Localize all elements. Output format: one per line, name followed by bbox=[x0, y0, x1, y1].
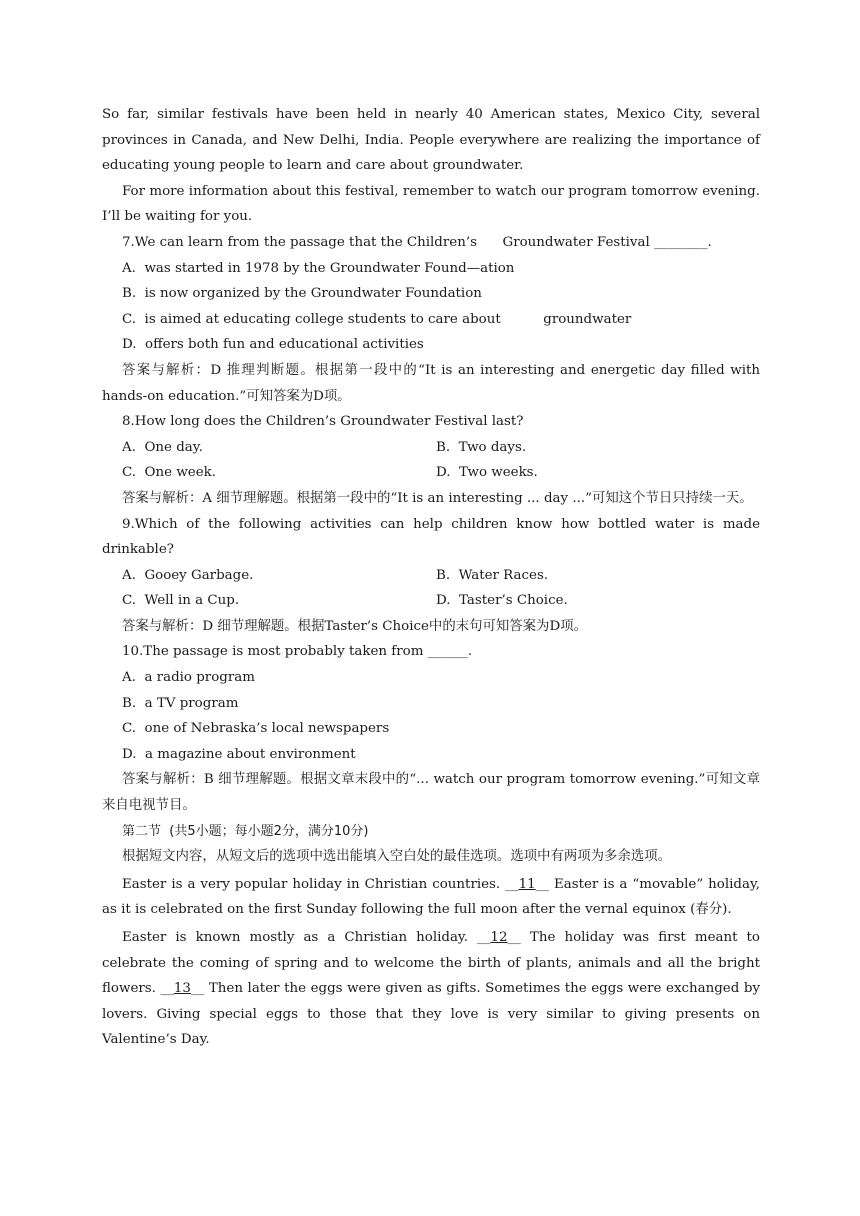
passage-p2-text-b: __ The holiday was first meant to celebrate the coming of spring and to welcome the birth of plants, animals and all the bright flowers. __ bbox=[102, 930, 760, 997]
intro-paragraph-2: For more information about this festival, remember to watch our program tomorrow evening. I’ll be waiting for you. bbox=[102, 183, 760, 225]
passage-p2-text-a: Easter is known mostly as a Christian holiday. __ bbox=[122, 930, 491, 945]
q8-option-b: B. Two days. bbox=[436, 439, 527, 455]
q9-option-c: C. Well in a Cup. bbox=[122, 593, 240, 609]
passage-p2-text-c: __ Then later the eggs were given as gifts. Sometimes the eggs were exchanged by lovers. Giving special eggs to those that they love is very similar to giving presents on Valentine’s Day. bbox=[102, 981, 761, 1048]
q10-option-c: C. one of Nebraska’s local newspapers bbox=[122, 721, 390, 737]
q8-answer: 答案与解析：A 细节理解题。根据第一段中的“It is an interesting ... day ...”可知这个节日只持续一天。 bbox=[122, 490, 753, 506]
q10-option-b: B. a TV program bbox=[122, 695, 239, 711]
passage-paragraph-2 bbox=[102, 925, 760, 1053]
q7-stem: 7.We can learn from the passage that the Children’s Groundwater Festival ________. bbox=[122, 234, 712, 250]
q8-option-c: C. One week. bbox=[122, 465, 217, 481]
q8-option-a: A. One day. bbox=[122, 439, 203, 455]
q7-answer: 答案与解析：D 推理判断题。根据第一段中的“It is an interesting and energetic day filled with hands-on education.”可知答案为D项。 bbox=[102, 362, 760, 404]
q7-option-d: D. offers both fun and educational activities bbox=[122, 337, 424, 353]
q7-option-a: A. was started in 1978 by the Groundwater Found—ation bbox=[122, 260, 515, 276]
q10-stem: 10.The passage is most probably taken from ______. bbox=[122, 644, 473, 660]
q8-option-d: D. Two weeks. bbox=[436, 465, 538, 481]
section-title: 第二节 (共5小题；每小题2分，满分10分) bbox=[122, 823, 369, 839]
q7-option-c: C. is aimed at educating college students to care about groundwater bbox=[122, 311, 632, 327]
q9-option-b: B. Water Races. bbox=[436, 567, 549, 583]
q10-option-d: D. a magazine about environment bbox=[122, 746, 356, 762]
document-page bbox=[102, 102, 760, 1053]
passage-p1-text-b: __ Easter is a “movable” holiday, as it is celebrated on the first Sunday following the full moon after the vernal equinox (春分). bbox=[102, 876, 761, 918]
q10-option-a: A. a radio program bbox=[122, 670, 255, 686]
blank-11: 11 bbox=[518, 876, 536, 892]
q9-answer: 答案与解析：D 细节理解题。根据Taster’s Choice中的末句可知答案为D项。 bbox=[122, 618, 587, 634]
q8-stem: 8.How long does the Children’s Groundwater Festival last? bbox=[122, 414, 524, 430]
q7-option-b: B. is now organized by the Groundwater Foundation bbox=[122, 286, 482, 302]
section-instruction: 根据短文内容，从短文后的选项中选出能填入空白处的最佳选项。选项中有两项为多余选项。 bbox=[122, 849, 672, 865]
blank-12: 12 bbox=[490, 930, 508, 945]
blank-13: 13 bbox=[173, 981, 191, 997]
passage-p1-text-a: Easter is a very popular holiday in Christian countries. __ bbox=[122, 876, 519, 892]
passage-paragraph-1 bbox=[102, 872, 760, 923]
q9-option-d: D. Taster’s Choice. bbox=[436, 593, 568, 609]
intro-paragraph-1: So far, similar festivals have been held in nearly 40 American states, Mexico City, several provinces in Canada, and New Delhi, India. People everywhere are realizing the importance of educating young people to learn and care about groundwater. bbox=[102, 107, 760, 174]
q9-option-a: A. Gooey Garbage. bbox=[122, 567, 254, 583]
q9-stem: 9.Which of the following activities can help children know how bottled water is made drinkable? bbox=[102, 516, 760, 558]
q10-answer: 答案与解析：B 细节理解题。根据文章末段中的“... watch our program tomorrow evening.”可知文章来自电视节目。 bbox=[102, 772, 760, 814]
